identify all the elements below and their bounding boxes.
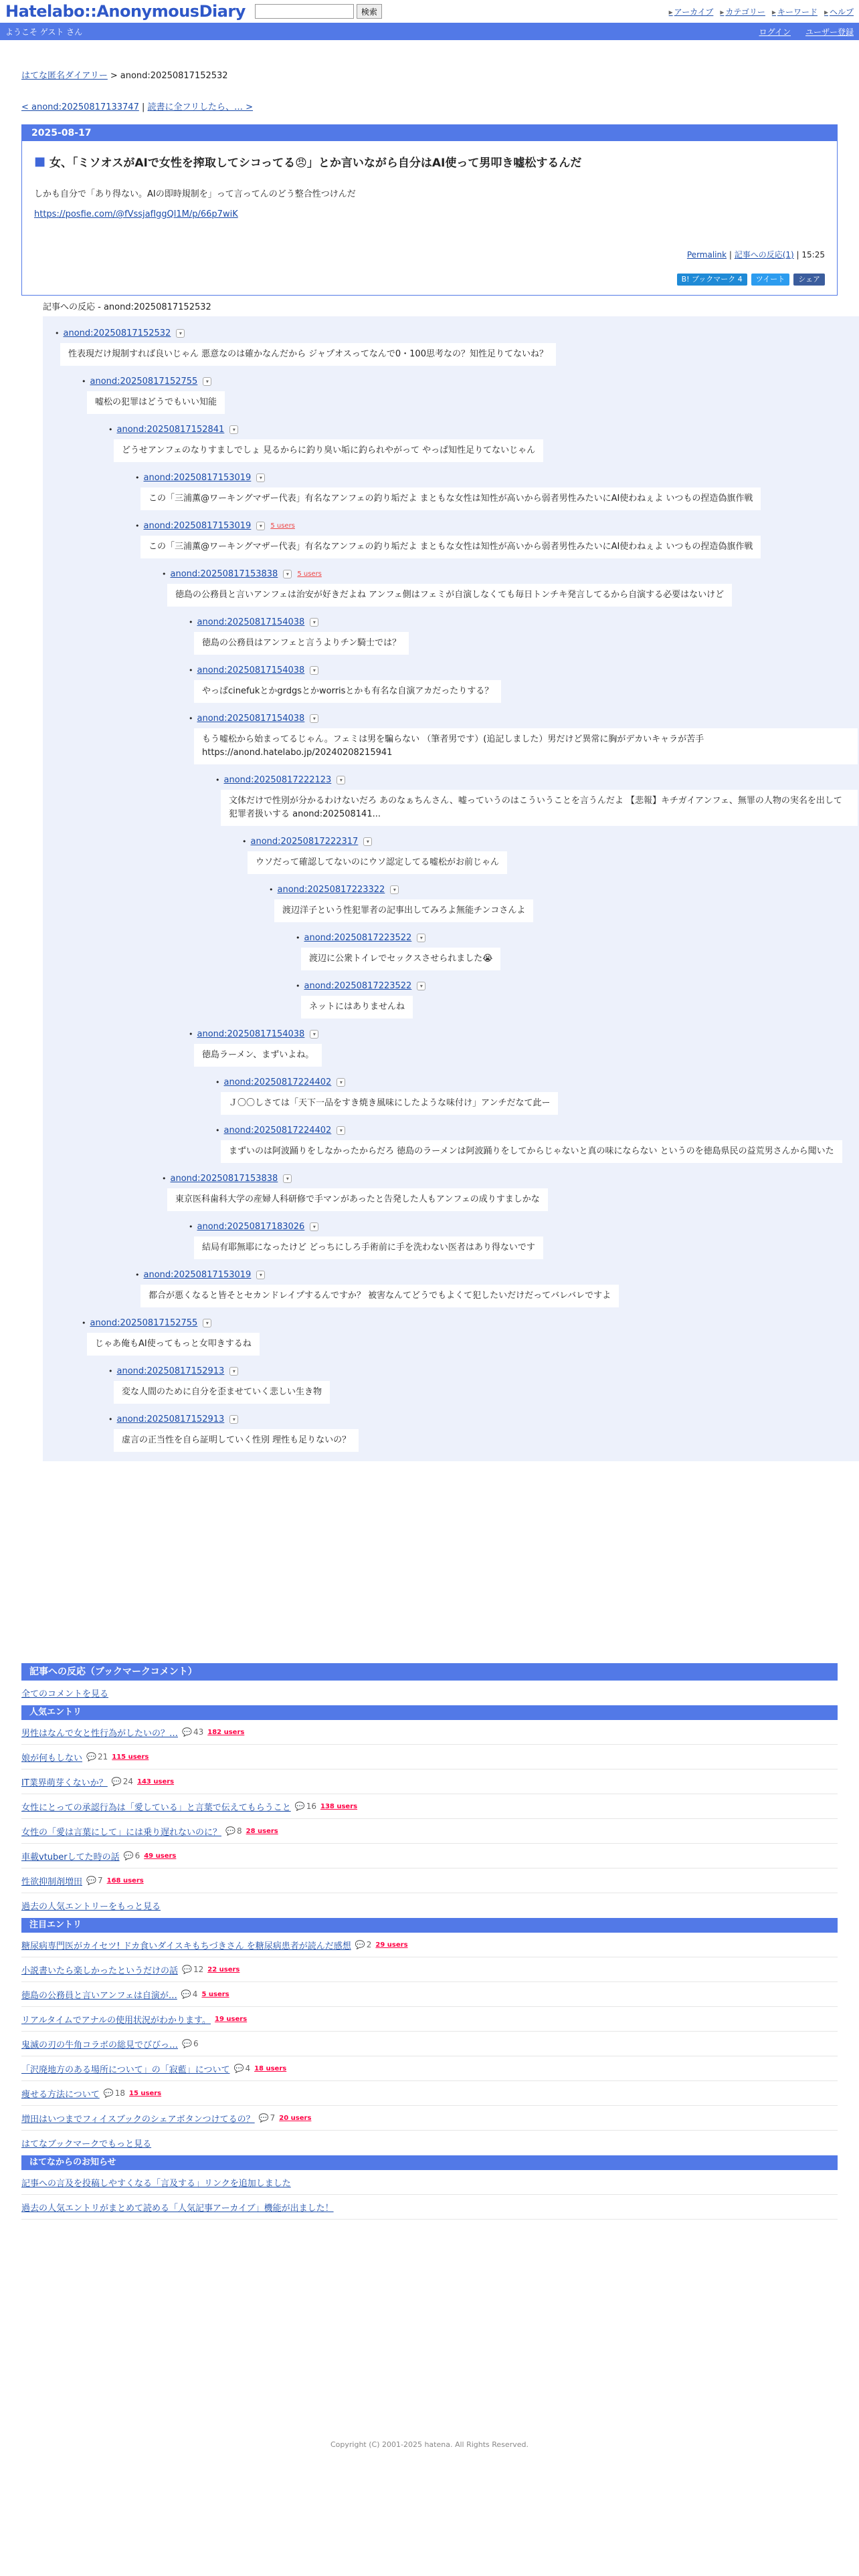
- comment-count: 💬 12: [182, 1965, 203, 1974]
- facebook-share-button[interactable]: シェア: [793, 274, 825, 286]
- bookmark-users-badge[interactable]: 19 users: [215, 2015, 248, 2023]
- reply-thread: [43, 316, 859, 1461]
- reply-id-link[interactable]: • anond:20250817154038: [197, 617, 305, 627]
- reply-id-link[interactable]: • anond:20250817222123: [223, 774, 332, 785]
- reply-id-link[interactable]: • anond:20250817223522: [304, 932, 412, 943]
- breadcrumb-separator: >: [110, 71, 118, 81]
- bookmark-users-badge[interactable]: 5 users: [270, 522, 295, 530]
- prev-entry-link[interactable]: < anond:20250817133747: [21, 102, 139, 112]
- reply-header: [242, 834, 859, 849]
- reply-header: [189, 1219, 859, 1234]
- popular-entry-link[interactable]: IT業界萌芽くないか？: [21, 1778, 108, 1788]
- reply-id-link[interactable]: • anond:20250817152841: [116, 424, 225, 435]
- reply-item: [296, 930, 859, 978]
- entry-box: [21, 124, 838, 296]
- comment-count: 💬 18: [104, 2088, 125, 2098]
- bookmark-users-badge[interactable]: 49 users: [144, 1852, 177, 1860]
- reply-text: 渡辺に公衆トイレでセックスさせられました😭: [301, 948, 500, 970]
- top-bar: [0, 0, 859, 23]
- reply-menu-icon[interactable]: ▾: [417, 982, 425, 990]
- reply-id-link[interactable]: • anond:20250817152913: [116, 1366, 225, 1376]
- sidebar-sections: [21, 1663, 838, 2449]
- comment-count: 💬 2: [355, 1940, 372, 1949]
- bookmark-users-badge[interactable]: 18 users: [254, 2064, 287, 2072]
- reply-item: [189, 711, 859, 772]
- reply-text: どうせアンフェのなりすましでしょ 見るからに釣り臭い垢に釣られやがって やっぱ知性足りてないじゃん: [114, 439, 543, 462]
- attention-entry-row: [21, 2032, 838, 2056]
- reply-menu-icon[interactable]: ▾: [229, 425, 238, 434]
- reply-menu-icon[interactable]: ▾: [363, 837, 372, 846]
- archive-link[interactable]: ▸ アーカイブ: [669, 6, 714, 17]
- attention-entry-link[interactable]: 「沢廃地方のある場所について」の「寂藍」について: [21, 2064, 230, 2075]
- reply-header: [296, 978, 859, 993]
- main-content: [21, 68, 838, 296]
- comment-count: 💬 8: [225, 1826, 242, 1836]
- bookmark-users-badge[interactable]: 29 users: [375, 1941, 408, 1949]
- attention-entry-row: [21, 1957, 838, 1982]
- popular-entry-row: [21, 1745, 838, 1769]
- hatena-bookmark-button[interactable]: B! ブックマーク 4: [677, 274, 747, 286]
- attention-more-row: [21, 2131, 838, 2155]
- attention-entry-link[interactable]: 鬼滅の刃の牛角コラボの総見でびびっ…: [21, 2040, 179, 2050]
- comment-count: 💬 6: [182, 2039, 199, 2048]
- reply-text: Ｊ〇〇しさては「天下一品をすき焼き風味にしたような味付け」アンチだなて此ー: [221, 1092, 558, 1115]
- bookmark-users-badge[interactable]: 143 users: [137, 1778, 175, 1786]
- breadcrumb-current: anond:20250817152532: [120, 71, 228, 81]
- reply-text: 虚言の正当性を自ら証明していく性別 理性も足りないの？: [114, 1429, 359, 1452]
- popular-entry-link[interactable]: 車載vtuberしてた時の話: [21, 1852, 120, 1862]
- reply-id-link[interactable]: • anond:20250817152755: [90, 376, 198, 387]
- reply-text: 東京医科歯科大学の産婦人科研修で手マンがあったと告発した人もアンフェの成りすましかな: [167, 1188, 548, 1211]
- entry-meta: Permalink | 記事への反応(1) | 15:25: [686, 250, 825, 259]
- attention-entry-row: [21, 2007, 838, 2032]
- attention-entry-row: [21, 2081, 838, 2106]
- reply-id-link[interactable]: • anond:20250817152913: [116, 1414, 225, 1424]
- reply-header: [162, 566, 859, 581]
- reply-item: [189, 663, 859, 711]
- reply-item: [135, 1267, 859, 1315]
- attention-entry-link[interactable]: リアルタイムでアナルの使用状況がわかります。: [21, 2015, 211, 2026]
- bookmark-users-badge[interactable]: 28 users: [246, 1827, 278, 1835]
- reply-text: ウソだって確認してないのにウソ認定してる嘘松がお前じゃん: [248, 851, 507, 874]
- reply-item: [162, 1171, 859, 1219]
- replies-area: [43, 300, 859, 1461]
- reply-header: [215, 1075, 859, 1089]
- reply-id-link[interactable]: • anond:20250817154038: [197, 665, 305, 675]
- popular-entry-row: [21, 1844, 838, 1868]
- attention-entry-row: [21, 2106, 838, 2131]
- replies-heading: 記事への反応 - anond:20250817152532: [43, 302, 211, 312]
- reply-header: [189, 615, 859, 629]
- comment-count: 💬 24: [112, 1777, 133, 1786]
- bookmark-users-badge[interactable]: 5 users: [201, 1990, 229, 1998]
- next-entry-link[interactable]: 読書に全フリしたら、… >: [147, 102, 254, 112]
- reply-text: この「三浦薫@ワーキングマザー代表」有名なアンフェの釣り垢だよ まともな女性は知性が高いから弱者男性みたいにAI使わねぇよ いつもの捏造偽旗作戦: [140, 536, 761, 558]
- register-link[interactable]: ユーザー登録: [805, 27, 854, 37]
- reply-id-link[interactable]: • anond:20250817183026: [197, 1221, 305, 1232]
- reply-id-link[interactable]: • anond:20250817224402: [223, 1125, 332, 1136]
- reply-header: [108, 422, 859, 437]
- share-buttons: [34, 274, 825, 286]
- help-link[interactable]: ▸ ヘルプ: [824, 6, 854, 17]
- reply-text: もう嘘松から始まってるじゃん。フェミは男を騙らない （筆者男です）(追記しました）男だけど異常に胸がデカいキャラが苦手 https://anond.hatelabo.jp/20240208215941: [194, 728, 858, 764]
- attention-more-link[interactable]: はてなブックマークでもっと見る: [21, 2139, 152, 2149]
- reply-item: [189, 615, 859, 663]
- reply-id-link[interactable]: • anond:20250817154038: [197, 713, 305, 724]
- reply-id-link[interactable]: • anond:20250817152532: [63, 328, 171, 338]
- notice-link[interactable]: 過去の人気エントリがまとめて読める「人気記事アーカイブ」機能が出ました！: [21, 2203, 334, 2214]
- reply-menu-icon[interactable]: ▾: [256, 473, 265, 482]
- attention-entry-link[interactable]: 痩せる方法について: [21, 2089, 100, 2100]
- notice-item: [21, 2170, 838, 2195]
- reply-menu-icon[interactable]: ▾: [203, 377, 211, 386]
- reply-header: [135, 518, 859, 533]
- reply-text: 変な人間のために自分を歪ませていく悲しい生き物: [114, 1381, 330, 1404]
- entry-date: 2025-08-17: [22, 125, 837, 141]
- bookmark-users-badge[interactable]: 138 users: [320, 1802, 358, 1810]
- nav-separator: |: [142, 102, 145, 112]
- reply-menu-icon[interactable]: ▾: [310, 714, 318, 723]
- bookmark-users-badge[interactable]: 15 users: [128, 2089, 162, 2097]
- reply-item: [135, 470, 859, 518]
- reply-header: [215, 1123, 859, 1138]
- reply-header: [189, 711, 859, 726]
- reply-header: [135, 470, 859, 485]
- popular-entry-row: [21, 1769, 838, 1794]
- entry-title-text: 女、「ミソオスがAIで女性を搾取してシコってる😠」とか言いながら自分はAI使って男叩き嘘松するんだ: [50, 156, 582, 170]
- reply-menu-icon[interactable]: ▾: [310, 1222, 318, 1231]
- popular-entry-row: [21, 1720, 838, 1745]
- popular-entry-row: [21, 1868, 838, 1893]
- reply-header: [82, 1315, 859, 1330]
- popular-entry-link[interactable]: 性欲抑制剤増田: [21, 1876, 83, 1887]
- reply-item: [215, 1123, 859, 1171]
- reply-header: [82, 374, 859, 389]
- reply-item: [215, 772, 859, 834]
- reply-header: [55, 326, 859, 340]
- reply-item: [135, 518, 859, 566]
- popular-more-link[interactable]: 過去の人気エントリーをもっと見る: [21, 1902, 161, 1912]
- comment-count: 💬 7: [86, 1876, 103, 1885]
- reply-id-link[interactable]: • anond:20250817153838: [170, 568, 278, 579]
- reply-item: [108, 422, 859, 470]
- comment-count: 💬 7: [259, 2113, 276, 2123]
- reply-text: じゃあ俺もAI使ってもっと女叩きするね: [87, 1333, 260, 1356]
- reply-header: [296, 930, 859, 945]
- reply-menu-icon[interactable]: ▾: [176, 329, 185, 338]
- reply-menu-icon[interactable]: ▾: [203, 1319, 211, 1327]
- notice-link[interactable]: 記事への言及を投稿しやすくなる「言及する」リンクを追加しました: [21, 2178, 291, 2189]
- reply-item: [242, 834, 859, 882]
- reply-text: この「三浦薫@ワーキングマザー代表」有名なアンフェの釣り垢だよ まともな女性は知性が高いから弱者男性みたいにAI使わねぇよ いつもの捏造偽旗作戦: [140, 488, 761, 510]
- reply-id-link[interactable]: • anond:20250817154038: [197, 1029, 305, 1039]
- popular-entry-row: [21, 1794, 838, 1819]
- site-logo[interactable]: Hatelabo::AnonymousDiary: [5, 2, 246, 21]
- reply-menu-icon[interactable]: ▾: [283, 1174, 292, 1183]
- reply-item: [108, 1364, 859, 1412]
- category-link[interactable]: ▸ カテゴリー: [720, 6, 765, 17]
- reply-menu-icon[interactable]: ▾: [229, 1415, 238, 1424]
- entry-navigation: [21, 100, 838, 112]
- reply-item: [55, 326, 859, 374]
- entry-time: 15:25: [801, 250, 825, 259]
- reply-menu-icon[interactable]: ▾: [310, 1030, 318, 1039]
- reply-id-link[interactable]: • anond:20250817224402: [223, 1077, 332, 1087]
- reply-text: 渡辺洋子という性犯罪者の記事出してみろよ無能チンコさんよ: [274, 899, 533, 922]
- reply-item: [162, 566, 859, 615]
- reply-header: [189, 663, 859, 677]
- reply-text: 都合が悪くなると皆そとセカンドレイプするんですか？ 被害なんてどうでもよくて犯したいだけだってバレバレですよ: [140, 1285, 619, 1307]
- popular-entry-link[interactable]: 男性はなんで女と性行為がしたいの？…: [21, 1728, 179, 1739]
- comment-count: 💬 16: [295, 1802, 316, 1811]
- reply-item: [82, 374, 859, 422]
- reply-header: [269, 882, 859, 897]
- notices-header: はてなからのお知らせ: [21, 2155, 838, 2170]
- popular-entry-row: [21, 1819, 838, 1844]
- entry-external-link[interactable]: https://posfie.com/@fVssjafIggQl1M/p/66p7wiK: [34, 209, 238, 219]
- bookmark-users-badge[interactable]: 115 users: [112, 1753, 149, 1761]
- reply-item: [296, 978, 859, 1027]
- reply-header: [135, 1267, 859, 1282]
- reply-text: まずいのは阿波踊りをしなかったからだろ 徳島のラーメンは阿波踊りをしてからじゃないと真の味にならない というのを徳島県民の益荒男さんから聞いた: [221, 1140, 842, 1163]
- comment-count: 💬 43: [182, 1727, 203, 1737]
- title-square-icon: ■: [34, 154, 46, 169]
- comment-count: 💬 21: [86, 1752, 108, 1761]
- welcome-bar: [0, 23, 859, 40]
- reply-item: [82, 1315, 859, 1364]
- attention-entry-link[interactable]: 徳島の公務員と言いアンフェは自演が…: [21, 1990, 177, 2001]
- reply-header: [162, 1171, 859, 1186]
- reply-id-link[interactable]: • anond:20250817152755: [90, 1317, 198, 1328]
- reply-menu-icon[interactable]: ▾: [337, 1126, 345, 1135]
- attention-entry-link[interactable]: 小説書いたら楽しかったというだけの話: [21, 1965, 179, 1976]
- popular-list: [21, 1720, 838, 1893]
- reply-menu-icon[interactable]: ▾: [337, 776, 345, 784]
- bookmark-users-badge[interactable]: 5 users: [297, 570, 322, 578]
- reply-text: 徳島の公務員はアンフェと言うよりチン騎士では？: [194, 632, 409, 655]
- reply-header: [108, 1364, 859, 1378]
- reply-id-link[interactable]: • anond:20250817153838: [170, 1173, 278, 1184]
- attention-entry-row: [21, 2056, 838, 2081]
- reply-text: 嘘松の犯罪はどうでもいい知能: [87, 391, 225, 414]
- reply-header: [189, 1027, 859, 1041]
- permalink[interactable]: Permalink: [686, 250, 727, 259]
- search-input[interactable]: [255, 4, 354, 19]
- all-comments-row: [21, 1681, 838, 1705]
- reply-menu-icon[interactable]: ▾: [417, 934, 425, 942]
- reply-menu-icon[interactable]: ▾: [310, 666, 318, 675]
- breadcrumb-home[interactable]: はてな匿名ダイアリー: [21, 71, 108, 81]
- search-button[interactable]: 検索: [357, 4, 382, 19]
- entry-text: しかも自分で「あり得ない。AIの即時規制を」って言ってんのどう整合性つけんだ: [34, 189, 356, 199]
- reply-menu-icon[interactable]: ▾: [337, 1078, 345, 1087]
- reply-id-link[interactable]: • anond:20250817153019: [143, 520, 252, 531]
- all-comments-link[interactable]: 全てのコメントを見る: [21, 1689, 109, 1699]
- reply-item: [108, 1412, 859, 1460]
- reply-id-link[interactable]: • anond:20250817153019: [143, 1269, 252, 1280]
- popular-entry-link[interactable]: 女性の「愛は言葉にして」には乗り遅れないのに？: [21, 1827, 222, 1838]
- bookmark-users-badge[interactable]: 20 users: [279, 2114, 312, 2122]
- popular-entry-link[interactable]: 娘が何もしない: [21, 1753, 83, 1763]
- keyword-link[interactable]: ▸ キーワード: [772, 6, 818, 17]
- attention-entry-link[interactable]: 糖尿病専門医がカイセツ! ドカ食いダイスキもちづきさん を糖尿病患者が読んだ感想: [21, 1941, 351, 1951]
- reply-item: [189, 1027, 859, 1075]
- reply-header: [108, 1412, 859, 1426]
- reply-text: 文体だけで性別が分かるわけないだろ あのなぁちんさん、嘘っていうのはこういうことを言うんだよ 【悲報】キチガイアンフェ、無罪の人物の実名を出して犯罪者扱いする anond:202508141...: [221, 790, 858, 826]
- welcome-text: ようこそ ゲスト さん: [5, 27, 83, 37]
- tweet-button[interactable]: ツイート: [751, 274, 789, 286]
- popular-more-row: [21, 1893, 838, 1918]
- bookmark-comments-header: 記事への反応（ブックマークコメント）: [21, 1663, 838, 1681]
- reply-item: [189, 1219, 859, 1267]
- comment-count: 💬 4: [181, 1990, 198, 1999]
- reply-text: 徳島の公務員と言いアンフェは治安が好きだよね アンフェ側はフェミが自演しなくても毎日トンチキ発言してるから自演する必要はないけど: [167, 584, 732, 607]
- bookmark-users-badge[interactable]: 22 users: [207, 1965, 240, 1973]
- reply-text: 性表現だけ規制すれば良いじゃん 悪意なのは確かなんだから ジャプオスってなんで0・100思考なの？知性足りてないね？: [60, 343, 556, 366]
- reply-id-link[interactable]: • anond:20250817223522: [304, 980, 412, 991]
- reply-text: 徳島ラーメン、まずいよね。: [194, 1044, 322, 1067]
- attention-entry-link[interactable]: 増田はいつまでフィイスブックのシェアボタンつけてるの？: [21, 2114, 255, 2125]
- reactions-link[interactable]: 記事への反応(1): [734, 250, 794, 259]
- reply-header: [215, 772, 859, 787]
- attention-entry-row: [21, 1933, 838, 1957]
- bookmark-users-badge[interactable]: 182 users: [207, 1728, 245, 1736]
- reply-id-link[interactable]: • anond:20250817153019: [143, 472, 252, 483]
- reply-menu-icon[interactable]: ▾: [310, 618, 318, 627]
- comment-count: 💬 6: [124, 1851, 140, 1860]
- breadcrumb: [21, 68, 838, 81]
- reply-menu-icon[interactable]: ▾: [256, 1271, 265, 1279]
- reply-text: ネットにはありませんね: [301, 996, 413, 1018]
- login-link[interactable]: ログイン: [759, 27, 791, 37]
- notice-item: [21, 2195, 838, 2220]
- reply-item: [215, 1075, 859, 1123]
- reply-id-link[interactable]: • anond:20250817222317: [250, 836, 359, 847]
- reply-menu-icon[interactable]: ▾: [229, 1367, 238, 1376]
- bookmark-users-badge[interactable]: 168 users: [106, 1876, 144, 1885]
- reply-id-link[interactable]: • anond:20250817223322: [277, 884, 385, 895]
- reply-menu-icon[interactable]: ▾: [283, 570, 292, 578]
- popular-entry-link[interactable]: 女性にとっての承認行為は「愛している」と言葉で伝えてもらうこと: [21, 1802, 291, 1813]
- reply-menu-icon[interactable]: ▾: [256, 522, 265, 530]
- popular-header: 人気エントリ: [21, 1705, 838, 1720]
- reply-text: やっぱcinefukとかgrdgsとかworrisとかも有名な自演アカだったりする？: [194, 680, 501, 703]
- attention-entry-row: [21, 1982, 838, 2007]
- reply-item: [269, 882, 859, 930]
- reply-menu-icon[interactable]: ▾: [390, 885, 399, 894]
- footer-copyright: Copyright (C) 2001-2025 hatena. All Rights Reserved.: [330, 2440, 529, 2449]
- comment-count: 💬 4: [233, 2064, 250, 2073]
- attention-header: 注目エントリ: [21, 1918, 838, 1933]
- attention-list: [21, 1933, 838, 2131]
- entry-title: [34, 153, 825, 170]
- reply-text: 結局有耶無耶になったけど どっちにしろ手術前に手を洗わない医者はあり得ないです: [194, 1237, 543, 1259]
- top-links: [669, 6, 854, 17]
